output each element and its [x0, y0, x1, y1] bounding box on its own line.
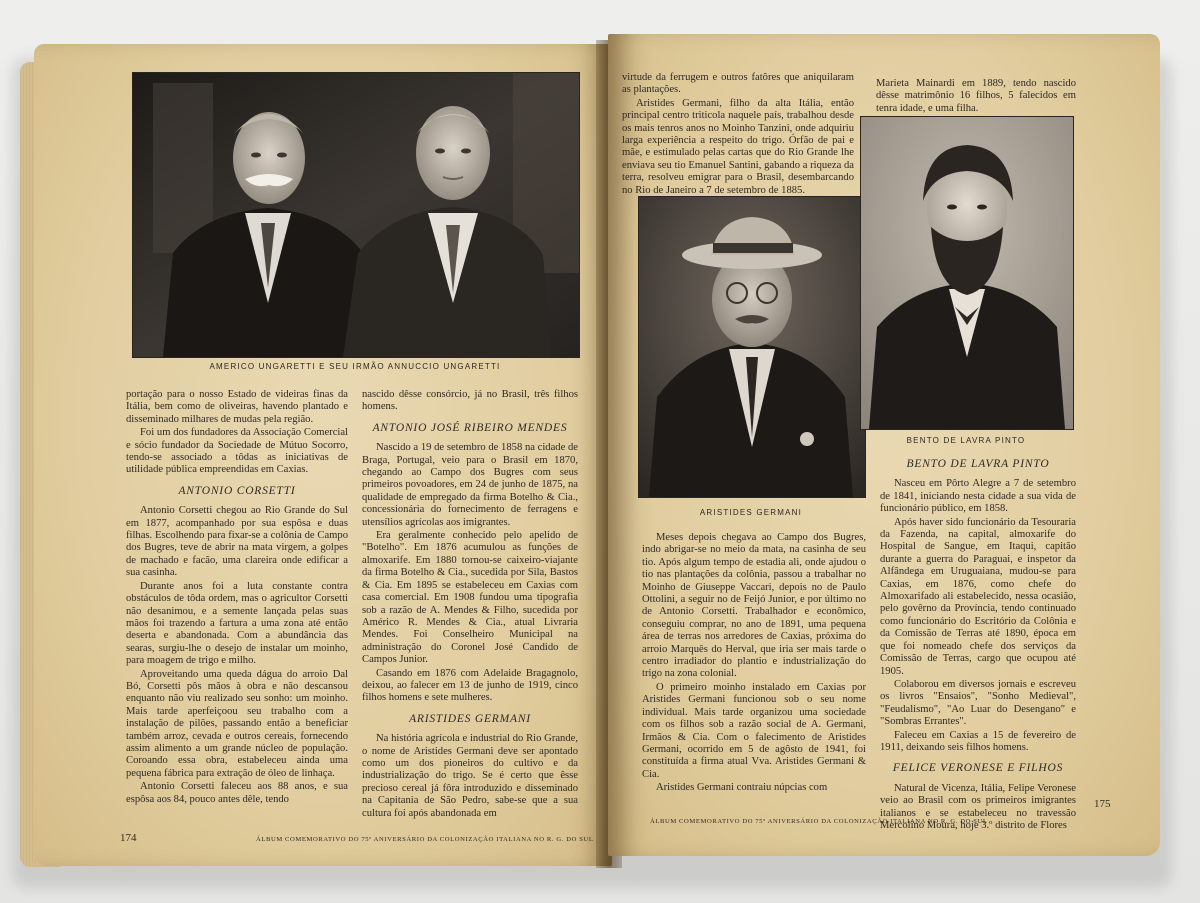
- pinto-caption: BENTO DE LAVRA PINTO: [906, 436, 1026, 445]
- ungaretti-caption: AMERICO UNGARETTI E SEU IRMÃO ANNUCCIO UNGARETTI: [209, 362, 501, 371]
- paragraph: Antonio Corsetti chegou ao Rio Grande do Sul em 1877, acompanhado por sua espôsa e duas filhas. Escolhendo para fixar-se a colônia de Campo dos Bugres, teve de abrir na mata virgem, a golpes de machado e facão, uma clareira onde edificar a sua casinha.: [126, 505, 348, 579]
- paragraph: nascido dêsse consórcio, já no Brasil, três filhos homens.: [362, 389, 578, 413]
- right-column-1-bottom: [642, 532, 866, 796]
- page-number-right: 175: [1094, 798, 1111, 810]
- ungaretti-brothers-photo: [132, 72, 580, 358]
- paragraph: Após haver sido funcionário da Tesouraria da Fazenda, na capital, almoxarife do Hospital de Sangue, em Itaqui, capitão durante a guerra do Paraguai, e inspetor da Alfândega em Uruguaiana, mudou-se para Caxias, em 1876, como chefe do Almoxarifado ali estabelecido, nessa ocasião, pelo govêrno da Província, tendo continuado como funcionário do Escritório da Colônia e da Comissão de Terras até 1890, época em que foi nomeado chefe dos serviços da Comissão de Terras, cargo que ocupou até 1905.: [880, 516, 1076, 677]
- paragraph: Natural de Vicenza, Itália, Felipe Veronese veio ao Brasil com os primeiros imigrantes italianos e se estabeleceu no travessão Mercolino Moura, hoje 3.º distrito de Flores: [880, 782, 1076, 831]
- paragraph: Era geralmente conhecido pelo apelido de "Botelho". Em 1876 acumulou as funções de almoxarife. Em 1880 tornou-se caixeiro-viajante da firma Botelho & Cia., sucedida por Sila, Bastos & Cia. Em 1895 se estabeleceu em Caxias com casa comercial. Em 1908 fundou uma tipografia sob a razão de A. Mendes & Filho, sucedida por Américo R. Mendes & Cia., atual Livraria Mendes. Foi Conselheiro Municipal na administração do Coronel José Candido de Campos Junior.: [362, 530, 578, 666]
- paragraph: virtude da ferrugem e outros fatôres que aniquilaram as plantações.: [622, 72, 854, 96]
- left-page: [34, 44, 612, 866]
- section-heading-germani: ARISTIDES GERMANI: [409, 712, 531, 725]
- paragraph: Colaborou em diversos jornais e escreveu os livros "Ensaios", "Sonho Medieval", "Feudalismo", "Ao Luar do Desengano" e "Sombras Errantes".: [880, 678, 1076, 728]
- right-column-2-bottom: [880, 456, 1076, 833]
- paragraph: O primeiro moinho instalado em Caxias por Aristides Germani funcionou sob o seu nome individual. Mais tarde organizou uma sociedade com os filhos sob a razão social de A. Germani, Irmãos & Cia. Com o falecimento de Aristides Germani, ocorrido em 5 de agôsto de 1941, foi constituída a firma atual Vva. Aristides Germani & Cia.: [642, 681, 866, 780]
- page-footer-right: ÁLBUM COMEMORATIVO DO 75º ANIVERSÁRIO DA COLONIZAÇÃO ITALIANA NO R. G. DO SUL: [650, 818, 988, 825]
- paragraph: Aristides Germani, filho da alta Itália, então principal centro triticola naquele país, trabalhou desde os mais tenros anos no Moinho Tanzini, onde adquiriu larga experiência a respeito do trigo. Órfão de pai e mãe, e estimulado pelas cartas que do Rio Grande lhe enviava seu tio Emanuel Santini, gabando a riqueza da terra, resolveu emigrar para o Brasil, desembarcando no Rio de Janeiro a 7 de setembro de 1885.: [622, 97, 854, 196]
- right-column-1-top: [622, 72, 854, 198]
- paragraph: Aproveitando uma queda dágua do arroio Dal Bó, Corsetti pôs mãos à obra e não descansou enquanto não viu realizado seu sonho: um moinho. Mais tarde aperfeiçoou seu trabalho com a instalação de pilões, passando então a beneficiar também arroz, cevada e outros cereais, fornecendo assim alimento a um grande núcleo de população. Coroando essa obra, estabeleceu ainda uma pequena fábrica para extração de óleo de linhaça.: [126, 668, 348, 779]
- right-page: [608, 34, 1160, 856]
- right-column-2-top: [876, 78, 1076, 116]
- paragraph: Casando em 1876 com Adelaide Bragagnolo, deixou, ao falecer em 13 de junho de 1919, cinco filhos homens e sete mulheres.: [362, 667, 578, 704]
- page-footer-left: ÁLBUM COMEMORATIVO DO 75º ANIVERSÁRIO DA COLONIZAÇÃO ITALIANA NO R. G. DO SUL: [256, 836, 594, 843]
- paragraph: Antonio Corsetti faleceu aos 88 anos, e sua espôsa aos 84, pouco antes dêle, tendo: [126, 781, 348, 805]
- paragraph: Meses depois chegava ao Campo dos Bugres, indo abrigar-se no meio da mata, na casinha de seu tio. Após algum tempo de estadia ali, onde ajudou o tio nas plantações da colônia, passou a trabalhar no Moinho de Giuseppe Vaccari, depois no de Paulo Ottolini, a seguir no de Feijó Junior, e por último no de Antonio Corsetti. Trabalhador e econômico, conseguiu comprar, no ano de 1891, uma pequena área de terras nos arredores de Caxias, próxima do arroio Marquês do Herval, que iria ser mais tarde o centro irradiador do plantio e industrialização do trigo na zona colonial.: [642, 532, 866, 680]
- section-heading-mendes: ANTONIO JOSÉ RIBEIRO MENDES: [372, 421, 568, 434]
- germani-caption: ARISTIDES GERMANI: [699, 508, 803, 517]
- left-column-2: [362, 389, 578, 821]
- paragraph: Nasceu em Pôrto Alegre a 7 de setembro de 1841, iniciando nesta cidade a sua vida de funcionário público, em 1858.: [880, 478, 1076, 515]
- page-number-left: 174: [120, 832, 137, 844]
- paragraph: Aristides Germani contraiu núpcias com: [656, 782, 828, 794]
- paragraph: Na história agrícola e industrial do Rio Grande, o nome de Aristides Germani deve ser apontado como um dos pioneiros do cultivo e da industrialização do trigo. Se é certo que êsse precioso cereal já fôra introduzido e disseminado na Capitania de São Pedro, sabe-se que a sua cultura foi após abandonada em: [362, 733, 578, 819]
- paragraph: Marieta Mainardi em 1889, tendo nascido dêsse matrimônio 16 filhos, 5 falecidos em tenra idade, e uma filha.: [876, 78, 1076, 114]
- paragraph: portação para o nosso Estado de videiras finas da Itália, bem como de oliveiras, havendo plantado e disseminado milhares de mudas pela região.: [126, 389, 348, 425]
- paragraph: Faleceu em Caxias a 15 de fevereiro de 1911, deixando seis filhos homens.: [880, 729, 1076, 753]
- aristides-germani-photo: [638, 196, 866, 498]
- section-heading-corsetti: ANTONIO CORSETTI: [178, 484, 296, 497]
- section-heading-pinto: BENTO DE LAVRA PINTO: [906, 458, 1050, 470]
- paragraph: Foi um dos fundadores da Associação Comercial e sócio fundador da Sociedade de Mútuo Socorro, tendo-se associado a tôdas as iniciativas de utilidade pública empreendidas em Caxias.: [126, 427, 348, 476]
- paragraph: Durante anos foi a luta constante contra obstáculos de tôda ordem, mas o agricultor Corsetti não desanimou, e a semente lançada pelas suas mãos foi trazendo a fartura a uma zona até então deserta e abandonada. Com a abundância das searas, surgiu-lhe o desejo de instalar um moinho, para moagem de trigo e milho.: [126, 580, 348, 667]
- left-column-1: [126, 389, 348, 807]
- bento-de-lavra-pinto-photo: [860, 116, 1074, 430]
- paragraph: Nascido a 19 de setembro de 1858 na cidade de Braga, Portugal, veio para o Brasil em 1870, chegando ao Campo dos Bugres com seus primeiros povoadores, em 24 de junho de 1875, na qualidade de empregado da firma Botelho & Cia., concessionária do fornecimento de ferragens e utensílios agrícolas aos imigrantes.: [362, 442, 578, 528]
- section-heading-veronese: FELICE VERONESE E FILHOS: [892, 762, 1064, 775]
